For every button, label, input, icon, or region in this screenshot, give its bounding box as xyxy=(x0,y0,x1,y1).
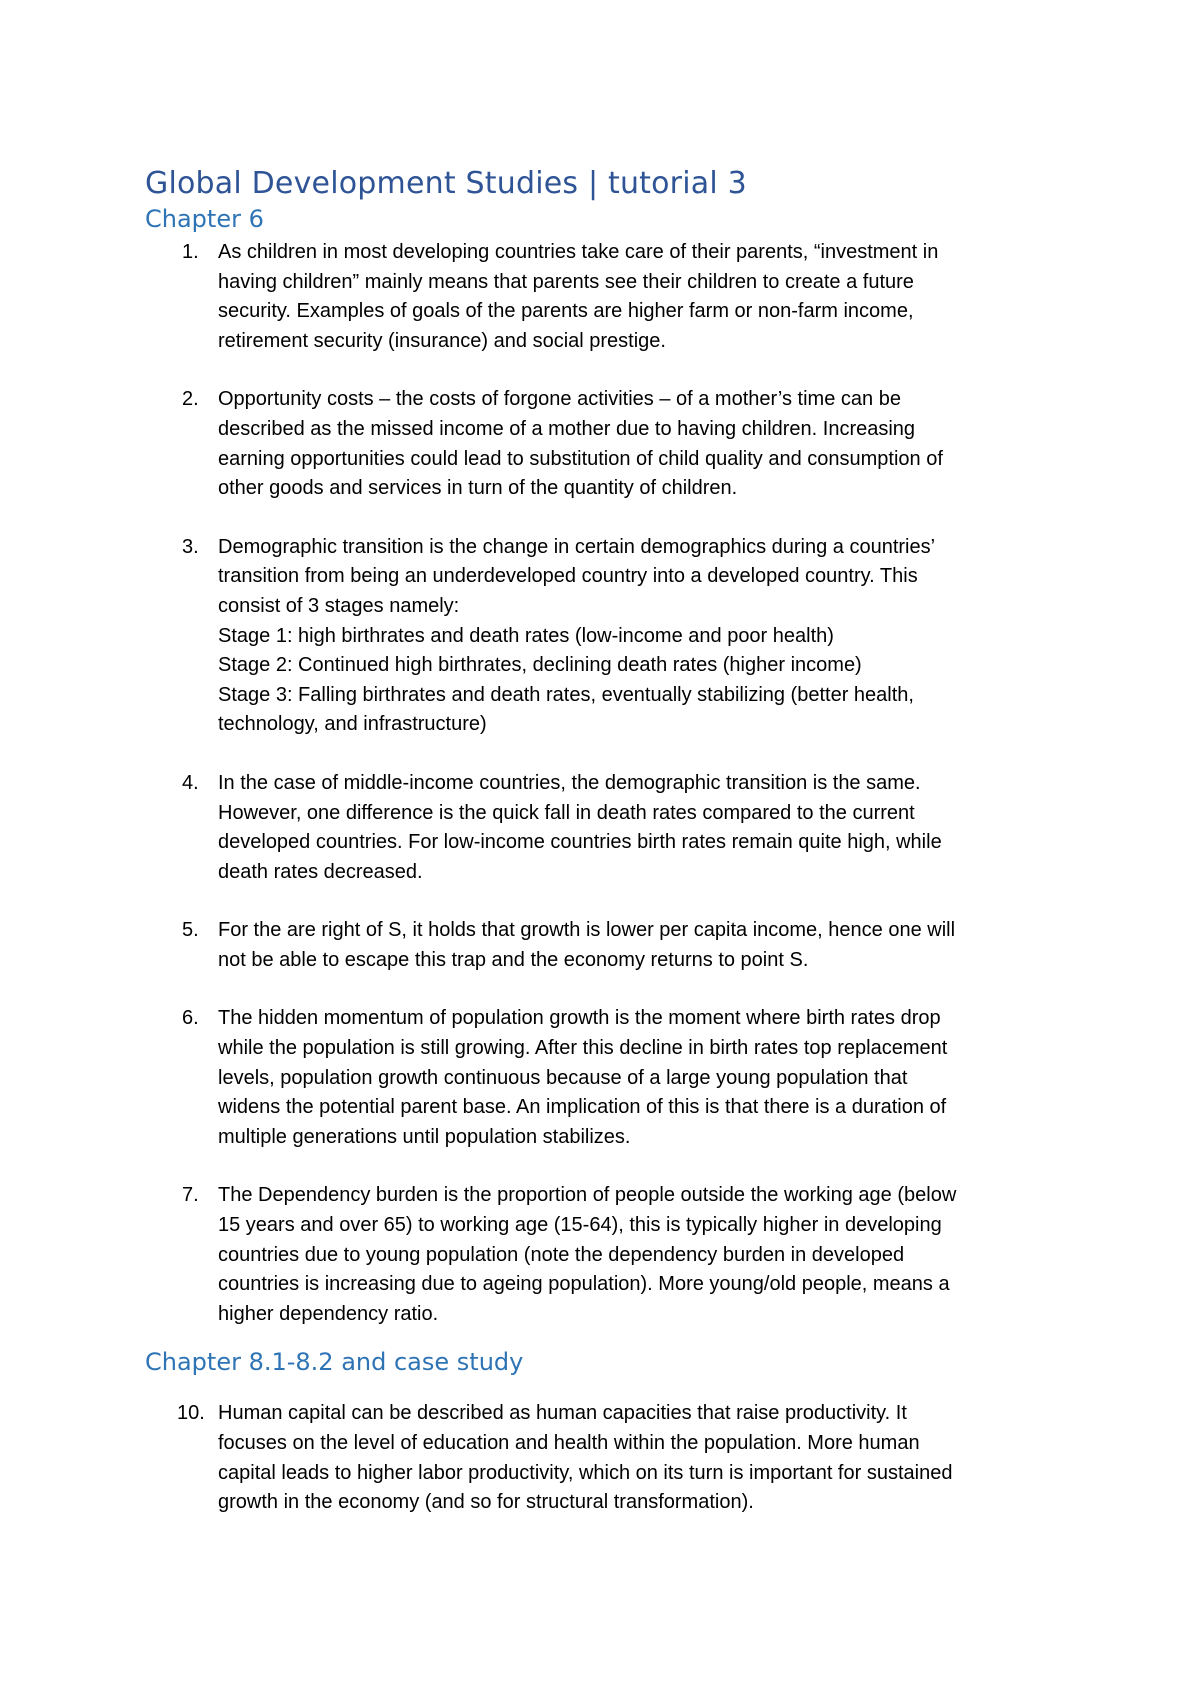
item-text-line: technology, and infrastructure) xyxy=(218,713,487,736)
item-number: 4. xyxy=(182,771,199,794)
item-text-line: Human capital can be described as human capacities that raise productivity. It xyxy=(218,1402,907,1425)
item-text-line: focuses on the level of education and health within the population. More human xyxy=(218,1432,920,1454)
item-text-line: For the are right of S, it holds that growth is lower per capita income, hence one will xyxy=(218,919,956,942)
item-number: 5. xyxy=(182,919,199,942)
item-number: 1. xyxy=(182,241,199,263)
item-text-line: Opportunity costs – the costs of forgone activities – of a mother’s time can be xyxy=(218,388,901,411)
item-text-line: countries is increasing due to ageing population). More young/old people, means a xyxy=(218,1273,950,1296)
item-text-line: security. Examples of goals of the parents are higher farm or non-farm income, xyxy=(218,300,914,323)
item-text-line: consist of 3 stages namely: xyxy=(218,594,460,617)
item-text-line: Stage 2: Continued high birthrates, declining death rates (higher income) xyxy=(218,654,862,677)
item-text-line: However, one difference is the quick fall in death rates compared to the current xyxy=(218,801,915,824)
document-title: Global Development Studies | tutorial 3 xyxy=(145,166,747,201)
item-number: 2. xyxy=(182,388,199,411)
section-heading-chapter-8: Chapter 8.1-8.2 and case study xyxy=(145,1348,524,1377)
item-text-line: developed countries. For low-income countries birth rates remain quite high, while xyxy=(218,831,942,854)
item-number: 10. xyxy=(177,1402,205,1425)
item-text-line: other goods and services in turn of the quantity of children. xyxy=(218,477,738,500)
list-item xyxy=(145,1181,1065,1329)
item-text-line: 15 years and over 65) to working age (15-64), this is typically higher in developing xyxy=(218,1214,942,1237)
item-text-line: earning opportunities could lead to substitution of child quality and consumption of xyxy=(218,447,943,470)
item-text-line: In the case of middle-income countries, the demographic transition is the same. xyxy=(218,771,921,794)
item-text-line: higher dependency ratio. xyxy=(218,1302,439,1325)
list-item xyxy=(145,385,1065,503)
item-text-line: Demographic transition is the change in certain demographics during a countries’ xyxy=(218,535,936,558)
document-content xyxy=(145,166,1065,1518)
item-text-line: multiple generations until population stabilizes. xyxy=(218,1125,631,1148)
item-text-line: having children” mainly means that parents see their children to create a future xyxy=(218,270,914,293)
list-item xyxy=(145,769,1065,887)
item-text-line: growth in the economy (and so for structural transformation). xyxy=(218,1491,754,1514)
item-text-line: transition from being an underdeveloped country into a developed country. This xyxy=(218,565,918,588)
item-text-line: The hidden momentum of population growth is the moment where birth rates drop xyxy=(218,1007,941,1030)
item-text-line: The Dependency burden is the proportion of people outside the working age (below xyxy=(218,1184,957,1207)
item-text-line: not be able to escape this trap and the economy returns to point S. xyxy=(218,948,809,971)
list-item xyxy=(145,238,1065,356)
list-item xyxy=(145,1004,1065,1152)
section-heading-chapter-6: Chapter 6 xyxy=(145,205,264,233)
item-text-line: countries due to young population (note the dependency burden in developed xyxy=(218,1243,905,1266)
item-number: 6. xyxy=(182,1007,199,1030)
answer-list-chapter-6 xyxy=(145,238,1065,1329)
item-text-line: while the population is still growing. After this decline in birth rates top replacement xyxy=(218,1037,948,1060)
list-item xyxy=(145,533,1065,740)
item-text-line: widens the potential parent base. An implication of this is that there is a duration of xyxy=(218,1096,947,1119)
item-text-line: Stage 1: high birthrates and death rates (low-income and poor health) xyxy=(218,624,834,647)
item-text-line: levels, population growth continuous because of a large young population that xyxy=(218,1066,908,1089)
item-text-line: described as the missed income of a mother due to having children. Increasing xyxy=(218,417,916,440)
item-text-line: death rates decreased. xyxy=(218,860,423,883)
answer-list-chapter-8 xyxy=(145,1399,1065,1517)
item-number: 3. xyxy=(182,535,199,558)
list-item xyxy=(145,1399,1065,1517)
item-text-line: capital leads to higher labor productivity, which on its turn is important for sustained xyxy=(218,1461,953,1484)
item-text-line: Stage 3: Falling birthrates and death rates, eventually stabilizing (better health, xyxy=(218,683,914,706)
item-text-line: retirement security (insurance) and social prestige. xyxy=(218,329,666,352)
item-number: 7. xyxy=(182,1184,199,1207)
item-text-line: As children in most developing countries take care of their parents, “investment in xyxy=(218,241,939,263)
list-item xyxy=(145,916,1065,975)
